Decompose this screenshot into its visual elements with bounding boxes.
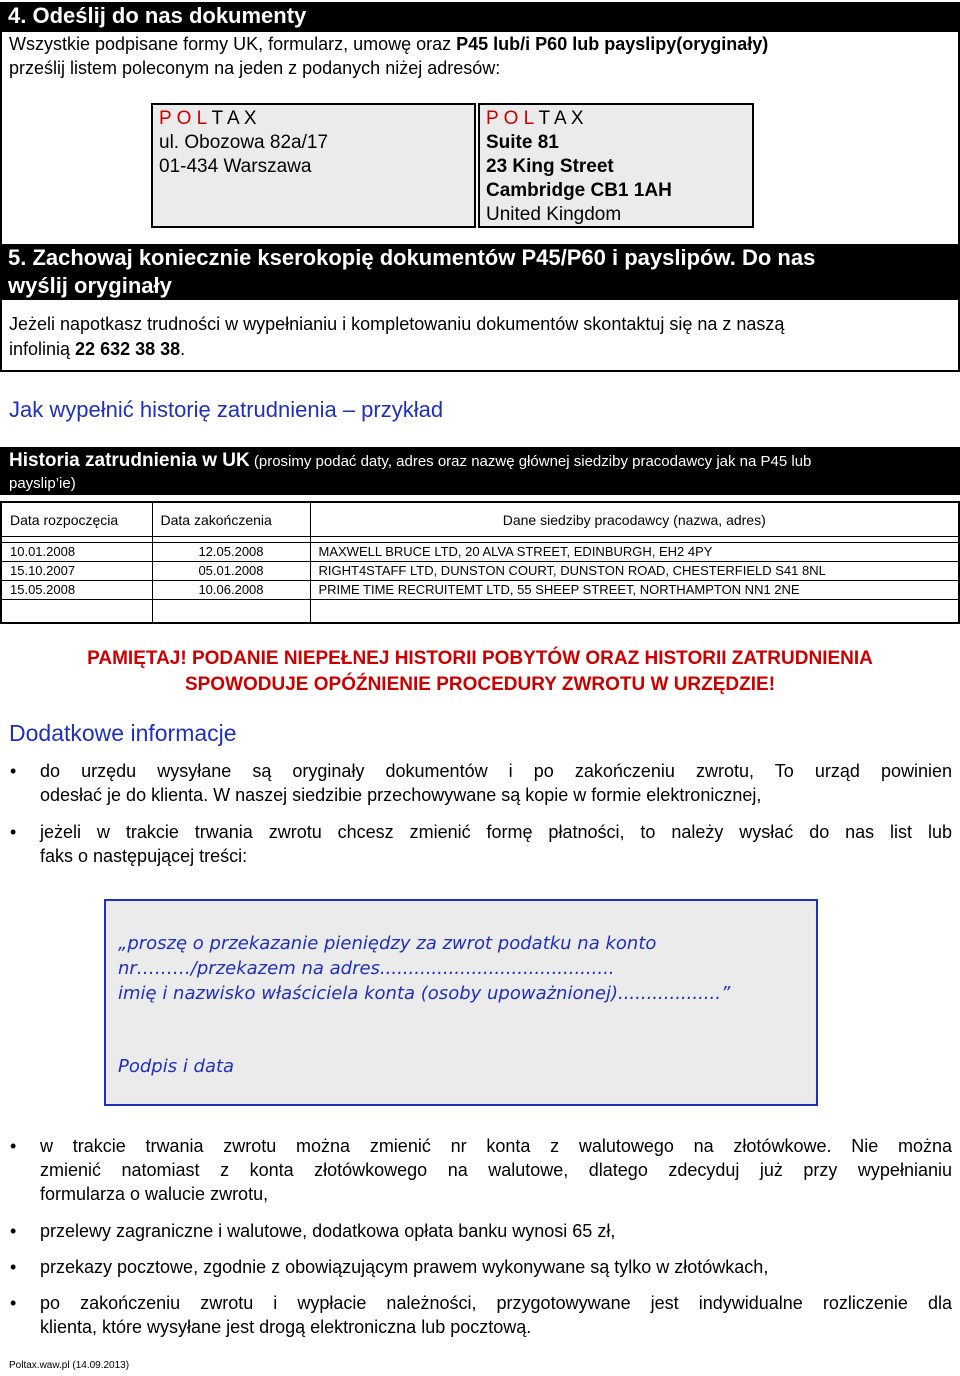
table-row xyxy=(1,543,959,562)
table-row xyxy=(1,562,959,581)
address-line: ul. Obozowa 82a/17 xyxy=(159,132,329,153)
bullet-3: w trakcie trwania zwrotu można zmienić nr konta z walutowego na złotówkowe. Nie można zmienić natomiast z konta złotówkowego na walutowe, dlatego zdecyduj już przy wypełnianiu formularza o walucie zwrotu, xyxy=(40,1136,952,1204)
table-row xyxy=(1,581,959,600)
infoline-number: 22 632 38 38 xyxy=(75,339,181,359)
cell-employer: RIGHT4STAFF LTD, DUNSTON COURT, DUNSTON ROAD, CHESTERFIELD S41 8NL xyxy=(310,562,959,581)
cell-start: 15.05.2008 xyxy=(1,581,152,600)
letter-signature: Podpis i data xyxy=(118,1056,235,1077)
letter-line1: „proszę o przekazanie pieniędzy za zwrot podatku na konto xyxy=(118,933,657,954)
cell-start: 10.01.2008 xyxy=(1,543,152,562)
address-line: 23 King Street xyxy=(486,156,614,177)
bullet-dot: • xyxy=(10,1136,17,1156)
warning-line1: PAMIĘTAJ! PODANIE NIEPEŁNEJ HISTORII POBYTÓW ORAZ HISTORII ZATRUDNIENIA xyxy=(87,648,873,669)
section5-body-line1: Jeżeli napotkasz trudności w wypełnianiu i kompletowaniu dokumentów skontaktuj się na z naszą xyxy=(9,314,785,334)
section5-header xyxy=(0,244,960,300)
address-line: 01-434 Warszawa xyxy=(159,156,312,177)
intro-line2: prześlij listem poleconym na jeden z podanych niżej adresów: xyxy=(9,58,501,78)
letter-line2: nr………/przekazem na adres......................................... xyxy=(118,958,615,979)
extra-title: Dodatkowe informacje xyxy=(9,720,237,746)
employment-table-wrap xyxy=(0,501,960,624)
cell-end: 05.01.2008 xyxy=(152,562,310,581)
cell-end: 10.06.2008 xyxy=(152,581,310,600)
intro-bold: P45 lub/i P60 lub payslipy(oryginały) xyxy=(456,34,769,54)
brand-logo-right: P O L T A X xyxy=(486,108,584,129)
section4-intro xyxy=(9,32,949,80)
section5-header-line2: wyślij oryginały xyxy=(8,273,172,298)
section4-header-text: 4. Odeślij do nas dokumenty xyxy=(8,3,307,28)
address-line: Cambridge CB1 1AH xyxy=(486,180,672,201)
bullet-dot: • xyxy=(10,1221,17,1241)
bullet-1: do urzędu wysyłane są oryginały dokumentów i po zakończeniu zwrotu, To urząd powinien odesłać je do klienta. W naszej siedzibie przechowywane są kopie w formie elektronicznej, xyxy=(40,761,952,805)
intro-text: Wszystkie podpisane formy UK, formularz, umowę oraz xyxy=(9,34,457,54)
section5-header-line1: 5. Zachowaj koniecznie kserokopię dokumentów P45/P60 i payslipów. Do nas xyxy=(8,245,816,270)
table-header-row xyxy=(1,502,959,537)
header-employer: Dane siedziby pracodawcy (nazwa, adres) xyxy=(310,502,959,537)
bullet-6: po zakończeniu zwrotu i wypłacie należności, przygotowywane jest indywidualne rozliczenie dla klienta, które wysyłane jest drogą elektroniczna lub pocztową. xyxy=(40,1293,952,1337)
brand-logo-left: P O L T A X xyxy=(159,108,257,129)
address-line: Suite 81 xyxy=(486,132,559,153)
bullet-dot: • xyxy=(10,1293,17,1313)
history-bar-title: Historia zatrudnienia w UK xyxy=(9,450,250,471)
section5-body: Jeżeli napotkasz trudności w wypełnianiu i kompletowaniu dokumentów skontaktuj się na z naszą infolinią 22 632 38 38. xyxy=(9,312,949,362)
letter-line3: imię i nazwisko właściciela konta (osoby upoważnionej)..................” xyxy=(118,983,731,1004)
history-bar-note: (prosimy podać daty, adres oraz nazwę głównej siedziby pracodawcy jak na P45 lub xyxy=(249,453,812,470)
cell-start: 15.10.2007 xyxy=(1,562,152,581)
bullet-2: jeżeli w trakcie trwania zwrotu chcesz zmienić formę płatności, to należy wysłać do nas list lub faks o następującej treści: xyxy=(40,822,952,866)
warning-notice xyxy=(0,646,960,698)
bullet-dot: • xyxy=(10,822,17,842)
section4-header xyxy=(0,2,960,30)
header-start-date: Data rozpoczęcia xyxy=(1,502,152,537)
warning-line2: SPOWODUJE OPÓŹNIENIE PROCEDURY ZWROTU W URZĘDZIE! xyxy=(184,674,776,695)
infoline-label: infolinią xyxy=(9,339,76,359)
history-bar-note2: payslip’ie) xyxy=(9,475,76,492)
address-box-cambridge xyxy=(478,103,754,228)
footer-text: Poltax.waw.pl (14.09.2013) xyxy=(9,1360,130,1371)
cell-employer: MAXWELL BRUCE LTD, 20 ALVA STREET, EDINBURGH, EH2 4PY xyxy=(310,543,959,562)
cell-end: 12.05.2008 xyxy=(152,543,310,562)
example-title: Jak wypełnić historię zatrudnienia – przykład xyxy=(9,397,444,422)
address-box-warszawa xyxy=(151,103,476,228)
bullet-5: przekazy pocztowe, zgodnie z obowiązującym prawem wykonywane są tylko w złotówkach, xyxy=(40,1257,769,1277)
table-row-empty xyxy=(1,600,959,624)
bullet-dot: • xyxy=(10,1257,17,1277)
bullet-4: przelewy zagraniczne i walutowe, dodatkowa opłata banku wynosi 65 zł, xyxy=(40,1221,616,1241)
cell-employer: PRIME TIME RECRUITEMT LTD, 55 SHEEP STREET, NORTHAMPTON NN1 2NE xyxy=(310,581,959,600)
header-end-date: Data zakończenia xyxy=(152,502,310,537)
letter-template-box xyxy=(104,899,818,1106)
employment-table xyxy=(0,501,960,624)
bullet-dot: • xyxy=(10,761,17,781)
history-bar xyxy=(0,447,960,495)
address-line: United Kingdom xyxy=(486,204,622,225)
